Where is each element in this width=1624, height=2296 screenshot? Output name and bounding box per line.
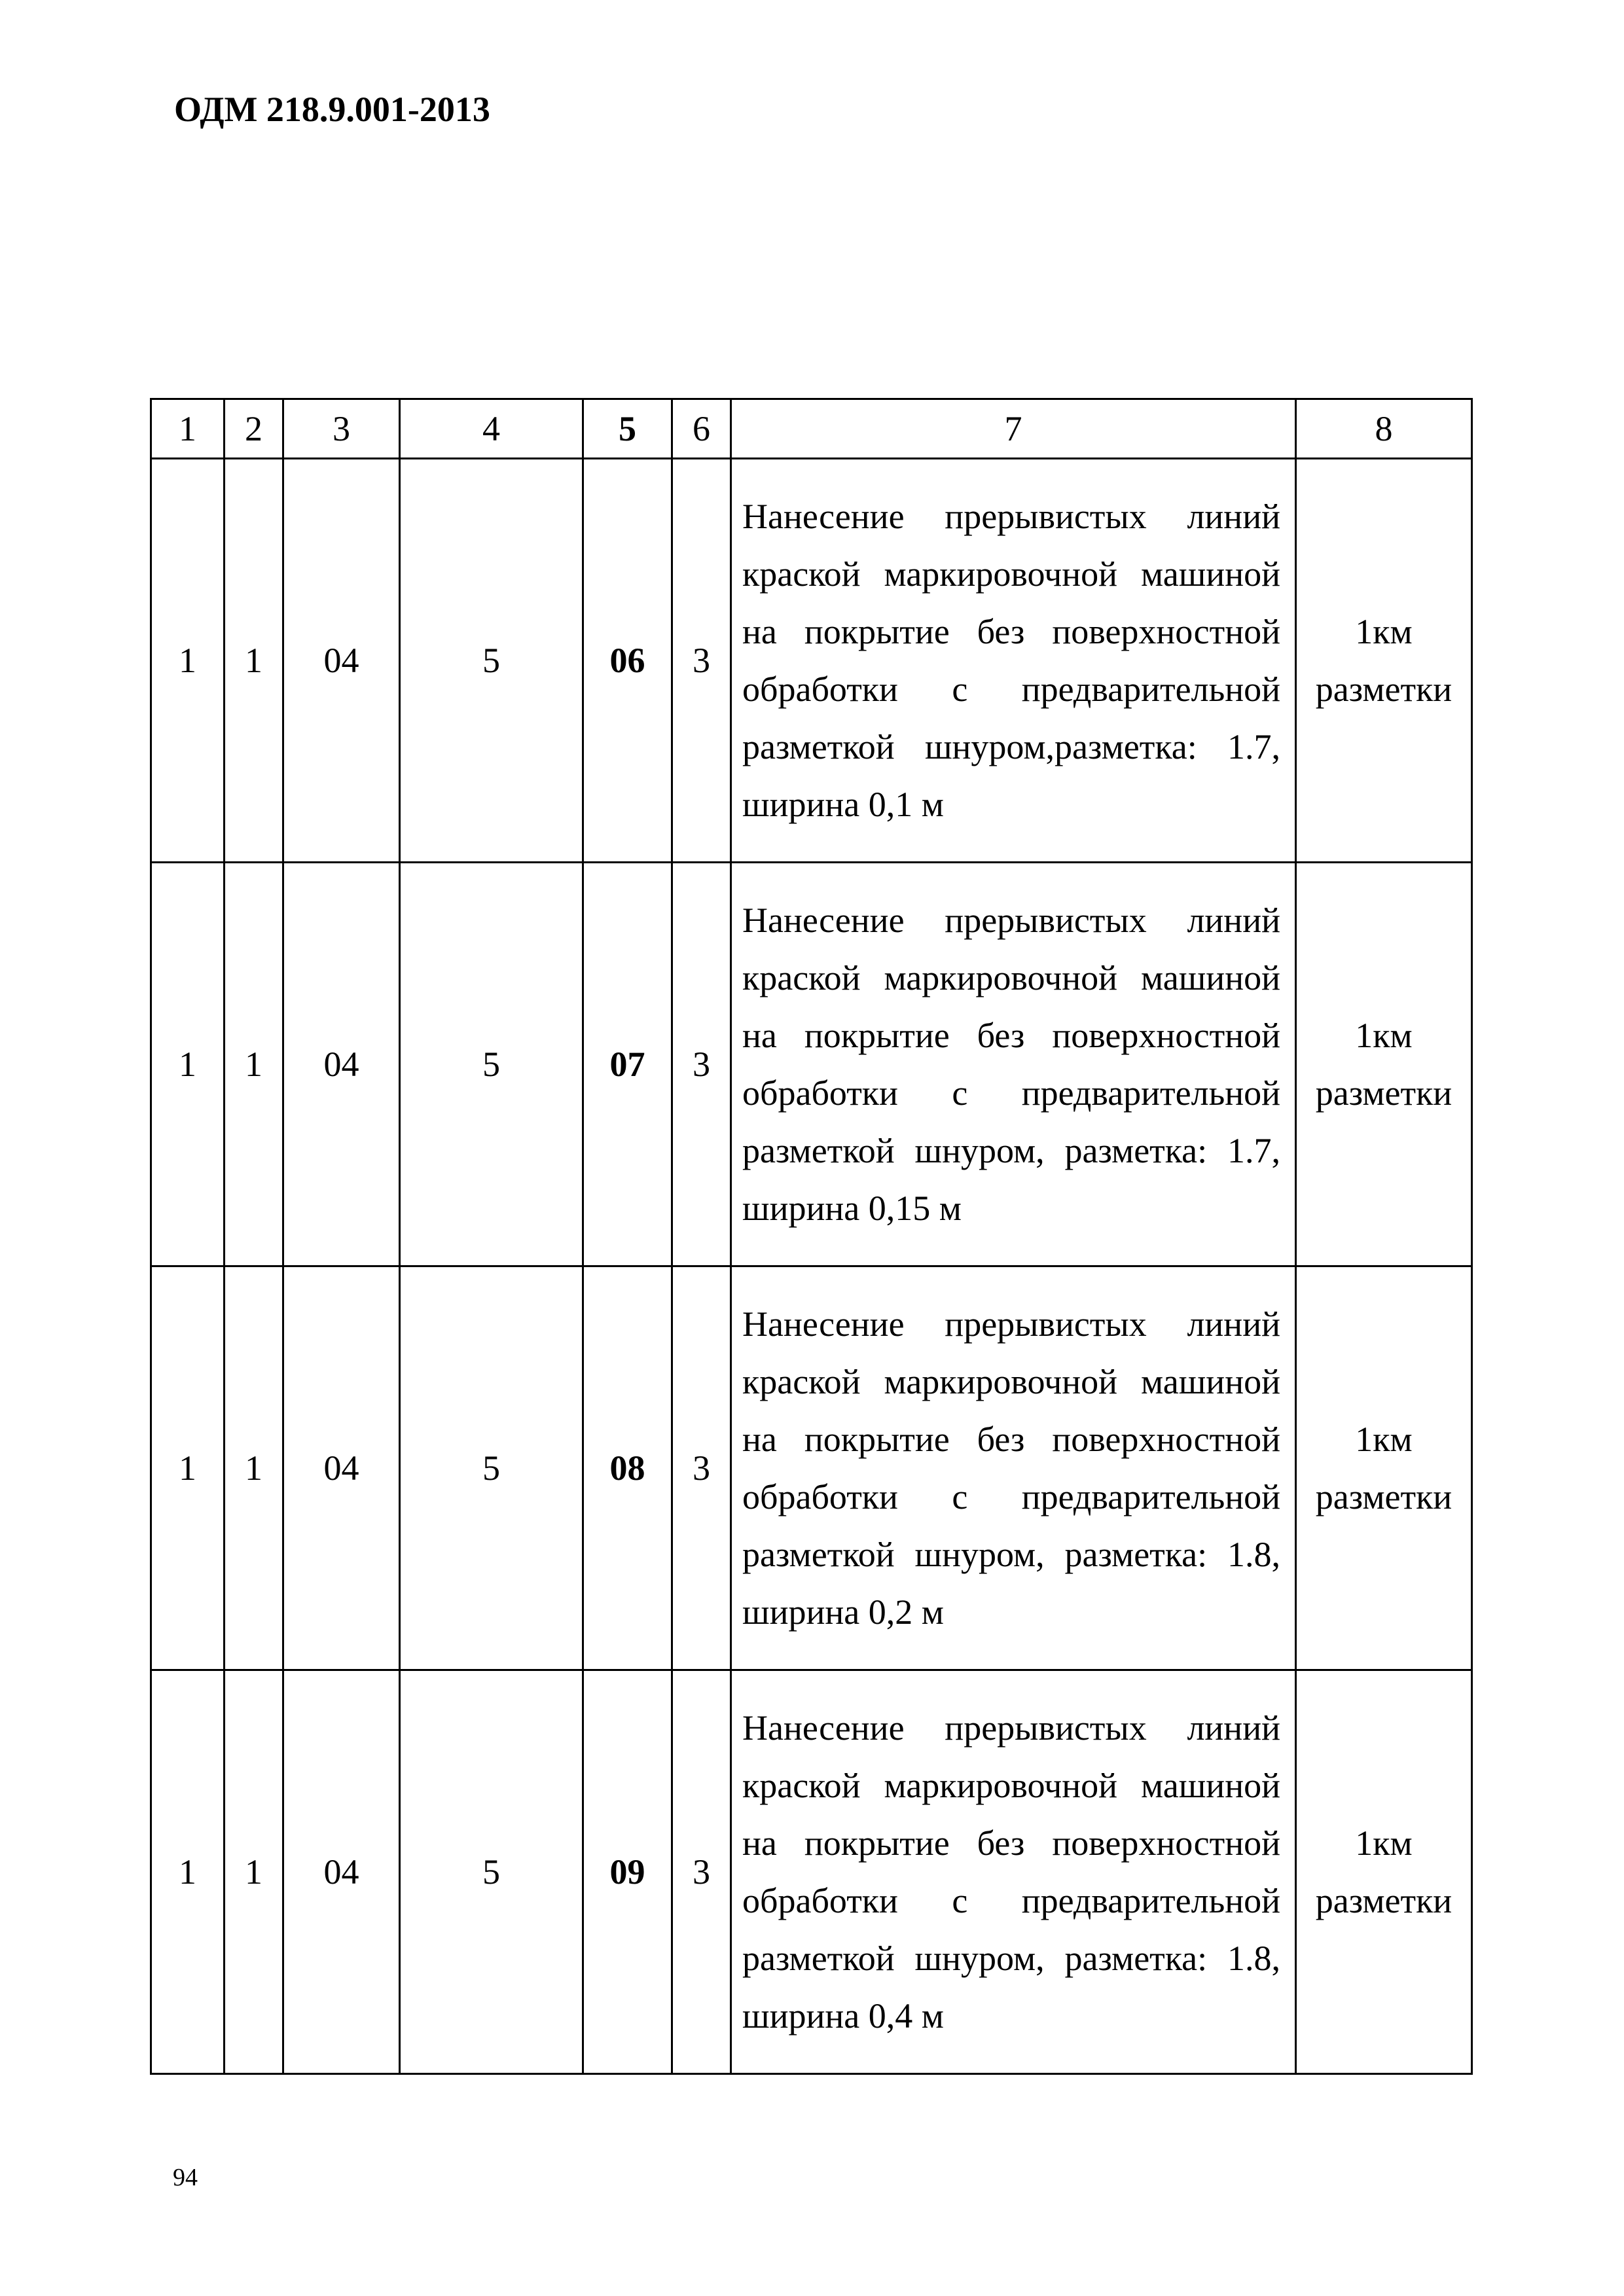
cell-unit	[1296, 1670, 1472, 2074]
cell-col6: 3	[672, 1670, 731, 2074]
cell-col2: 1	[225, 863, 283, 1266]
unit-line: разметки	[1315, 670, 1453, 709]
cell-col2: 1	[225, 1266, 283, 1670]
table-row	[151, 1670, 1472, 2074]
cell-col5: 09	[583, 1670, 672, 2074]
column-header: 7	[731, 399, 1296, 459]
column-header: 8	[1296, 399, 1472, 459]
unit-line: разметки	[1315, 1477, 1453, 1516]
cell-col2: 1	[225, 1670, 283, 2074]
column-header: 6	[672, 399, 731, 459]
classification-table	[150, 398, 1473, 2075]
cell-unit	[1296, 863, 1472, 1266]
cell-col5: 07	[583, 863, 672, 1266]
cell-description: Нанесение прерывистых линий краской маркировочной машиной на покрытие без поверхностной обработки с предварительной разметкой шнуром, разметка: 1.7, ширина 0,15 м	[731, 863, 1296, 1266]
cell-col5: 06	[583, 459, 672, 863]
cell-col1: 1	[151, 1670, 225, 2074]
table-row	[151, 459, 1472, 863]
unit-line: 1км	[1355, 1420, 1413, 1459]
column-header: 2	[225, 399, 283, 459]
cell-col4: 5	[400, 1266, 583, 1670]
cell-col1: 1	[151, 459, 225, 863]
table-header-row	[151, 399, 1472, 459]
table-row	[151, 1266, 1472, 1670]
cell-col6: 3	[672, 1266, 731, 1670]
cell-col3: 04	[283, 459, 400, 863]
table-row	[151, 863, 1472, 1266]
column-header: 4	[400, 399, 583, 459]
cell-unit	[1296, 1266, 1472, 1670]
document-header: ОДМ 218.9.001-2013	[174, 90, 490, 129]
unit-line: 1км	[1355, 1823, 1413, 1863]
cell-col6: 3	[672, 459, 731, 863]
cell-description: Нанесение прерывистых линий краской маркировочной машиной на покрытие без поверхностной обработки с предварительной разметкой шнуром, разметка: 1.8, ширина 0,4 м	[731, 1670, 1296, 2074]
cell-col6: 3	[672, 863, 731, 1266]
cell-description: Нанесение прерывистых линий краской маркировочной машиной на покрытие без поверхностной обработки с предварительной разметкой шнуром, разметка: 1.8, ширина 0,2 м	[731, 1266, 1296, 1670]
unit-line: разметки	[1315, 1073, 1453, 1113]
cell-col3: 04	[283, 1670, 400, 2074]
column-header: 5	[583, 399, 672, 459]
cell-col4: 5	[400, 1670, 583, 2074]
cell-col1: 1	[151, 1266, 225, 1670]
cell-col4: 5	[400, 459, 583, 863]
unit-line: разметки	[1315, 1881, 1453, 1920]
page-number: 94	[173, 2164, 198, 2191]
cell-description: Нанесение прерывистых линий краской маркировочной машиной на покрытие без поверхностной обработки с предварительной разметкой шнуром,разметка: 1.7, ширина 0,1 м	[731, 459, 1296, 863]
column-header: 1	[151, 399, 225, 459]
cell-col5: 08	[583, 1266, 672, 1670]
cell-col1: 1	[151, 863, 225, 1266]
cell-unit	[1296, 459, 1472, 863]
unit-line: 1км	[1355, 612, 1413, 651]
cell-col2: 1	[225, 459, 283, 863]
unit-line: 1км	[1355, 1016, 1413, 1055]
cell-col3: 04	[283, 1266, 400, 1670]
cell-col4: 5	[400, 863, 583, 1266]
cell-col3: 04	[283, 863, 400, 1266]
column-header: 3	[283, 399, 400, 459]
